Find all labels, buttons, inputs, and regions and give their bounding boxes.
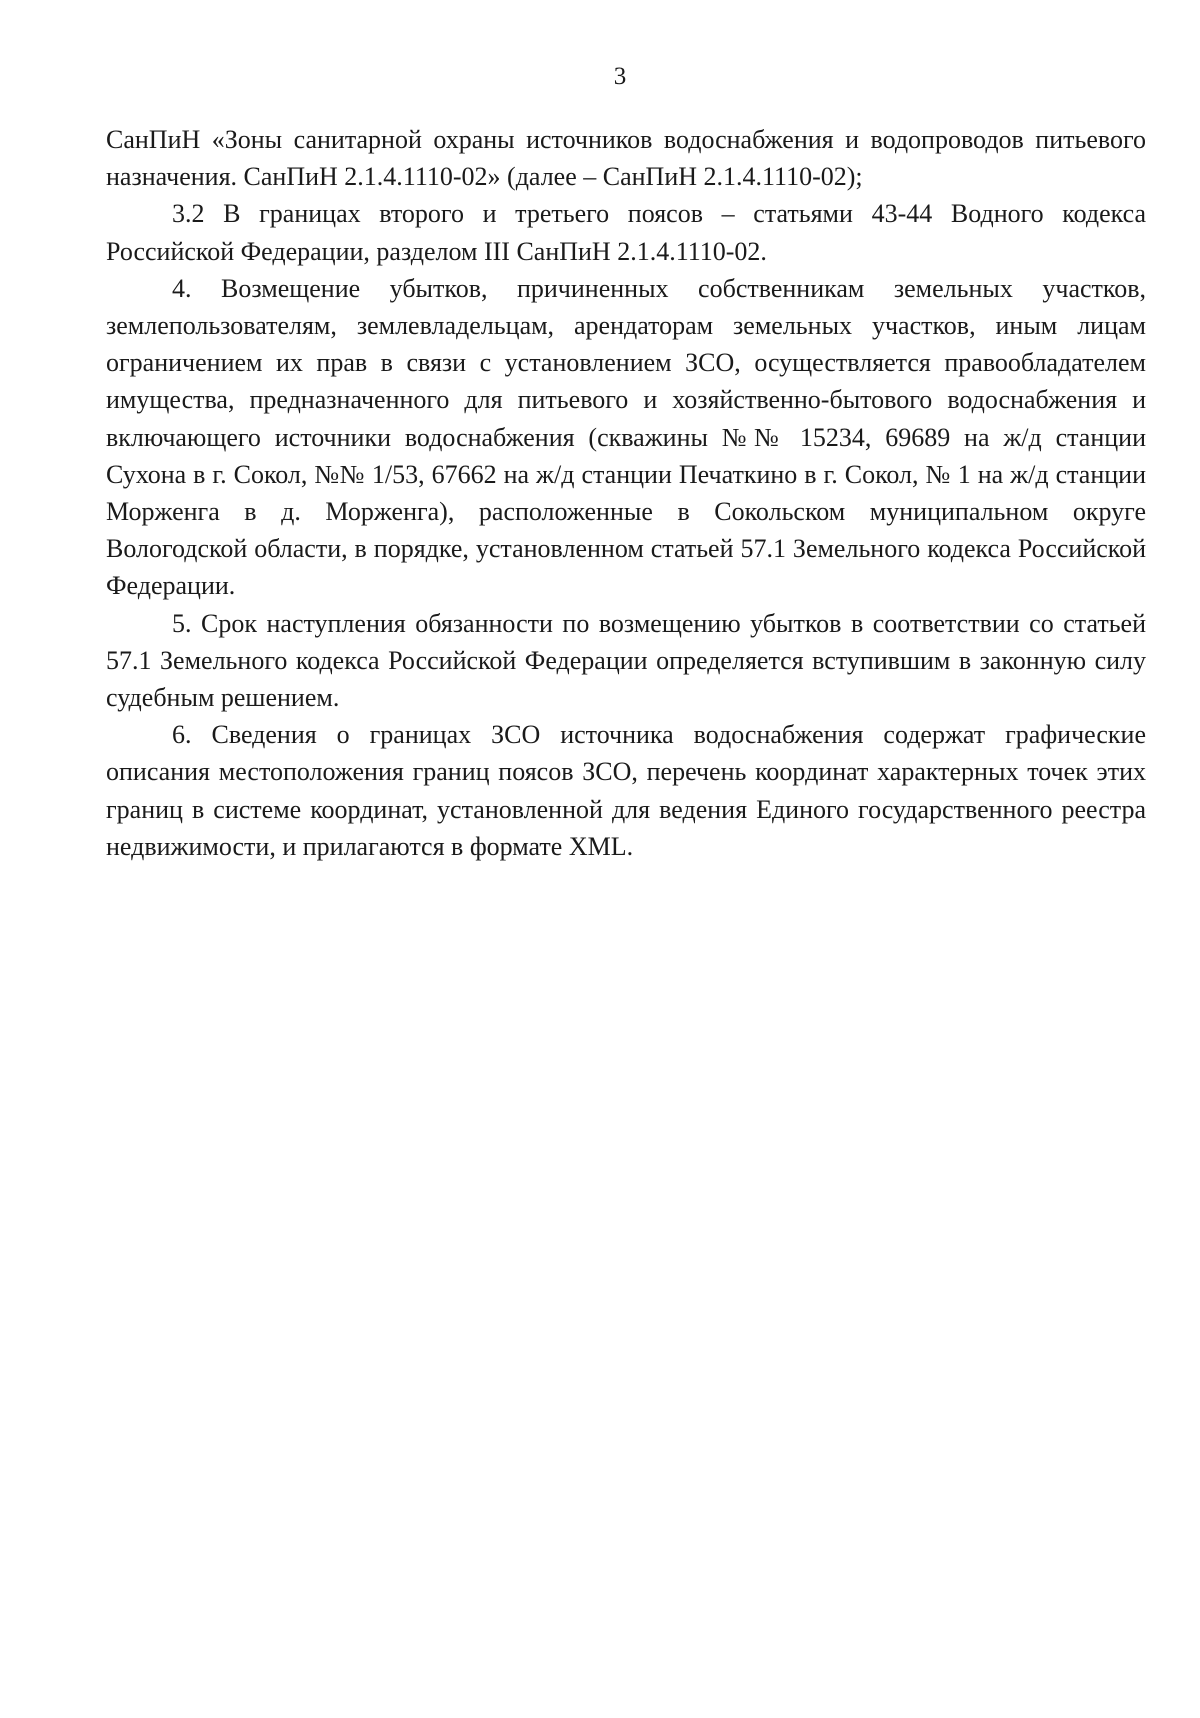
paragraph-5: 5. Срок наступления обязанности по возмещению убытков в соответствии со статьей 57.1 Земельного кодекса Российской Федерации определяется вступившим в законную силу судебным решением. — [106, 608, 1146, 713]
paragraph-3-2: 3.2 В границах второго и третьего поясов – статьями 43-44 Водного кодекса Российской Федерации, разделом III СанПиН 2.1.4.1110-02. — [106, 199, 1146, 266]
paragraph-4: 4. Возмещение убытков, причиненных собственникам земельных участков, землепользователям, землевладельцам, арендаторам земельных участков, иным лицам ограничением их прав в связи с установлением ЗСО, осуществляется правообладателем имущества, предназначенного для питьевого и хозяйственно-бытового водоснабжения и включающего источники водоснабжения (скважины №№ 15234, 69689 на ж/д станции Сухона в г. Сокол, №№ 1/53, 67662 на ж/д станции Печаткино в г. Сокол, № 1 на ж/д станции Морженга в д. Морженга), расположенные в Сокольском муниципальном округе Вологодской области, в порядке, установленном статьей 57.1 Земельного кодекса Российской Федерации. — [106, 273, 1146, 601]
page-number: 3 — [613, 63, 627, 90]
document-body — [106, 121, 1146, 865]
paragraph-6: 6. Сведения о границах ЗСО источника водоснабжения содержат графические описания местоположения границ поясов ЗСО, перечень координат характерных точек этих границ в системе координат, установленной для ведения Единого государственного реестра недвижимости, и прилагаются в формате XML. — [106, 720, 1146, 861]
paragraph-sanpin-continuation: СанПиН «Зоны санитарной охраны источников водоснабжения и водопроводов питьевого назначения. СанПиН 2.1.4.1110-02» (далее – СанПиН 2.1.4.1110-02); — [106, 125, 1146, 192]
